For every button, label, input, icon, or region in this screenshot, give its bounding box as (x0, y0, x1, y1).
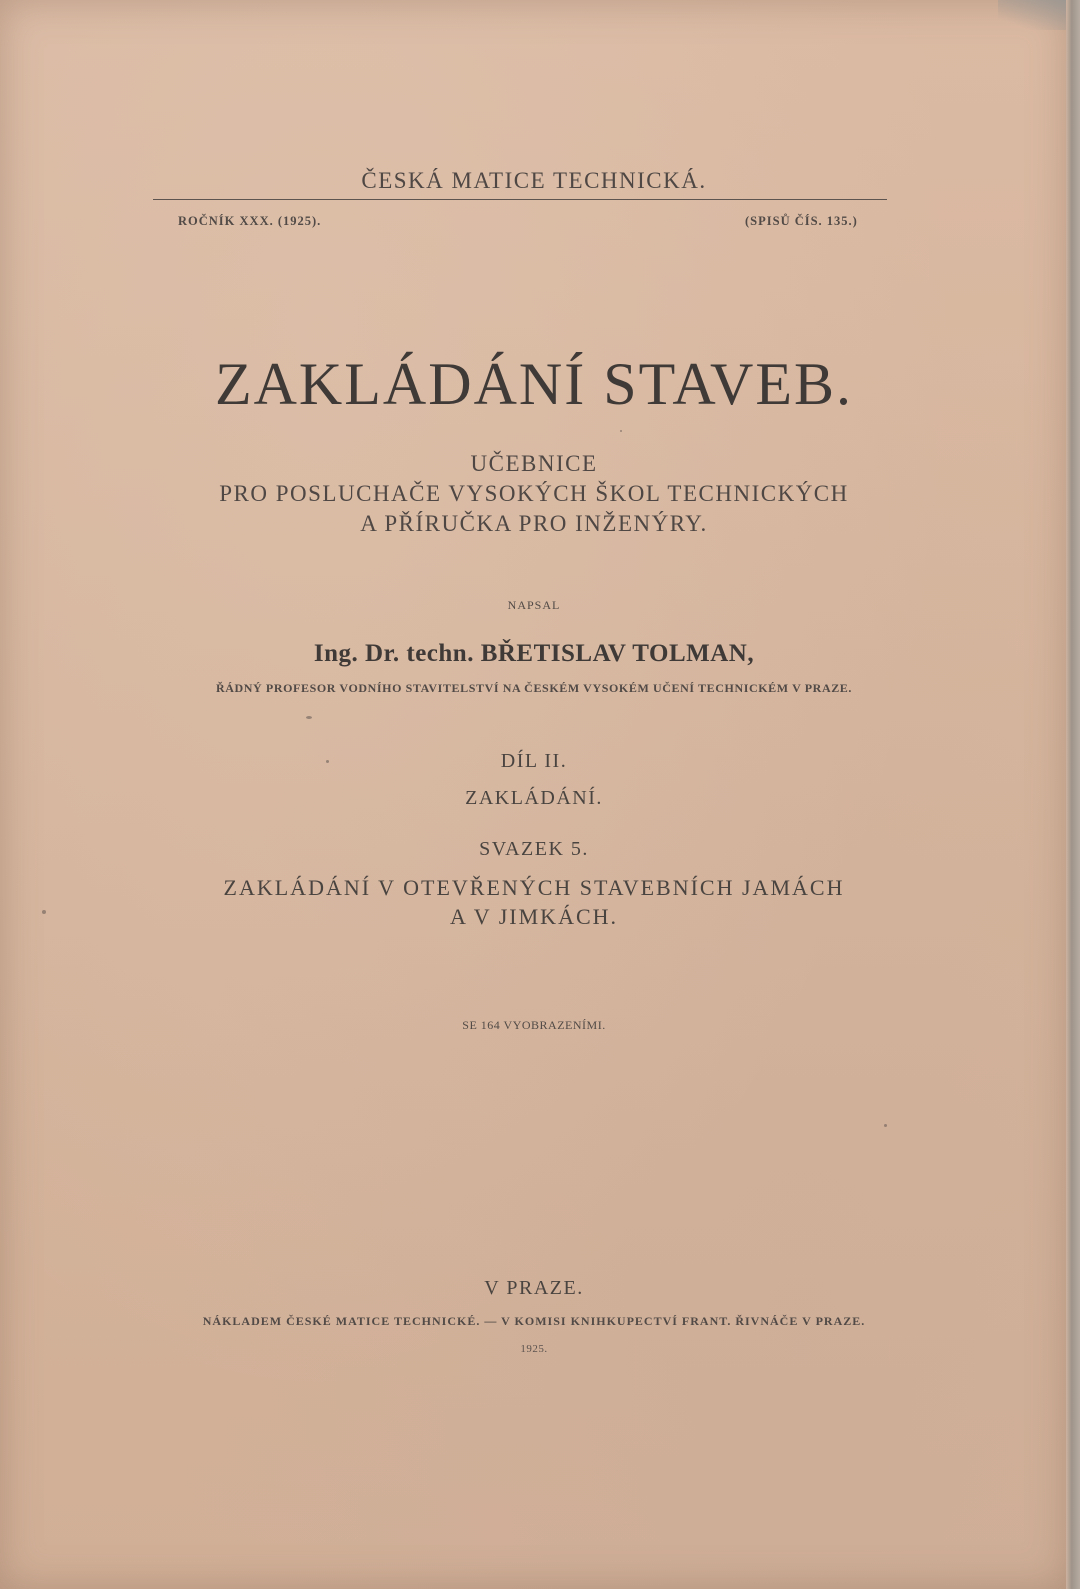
paper-speck (42, 910, 46, 914)
volume-title-line-1: ZAKLÁDÁNÍ V OTEVŘENÝCH STAVEBNÍCH JAMÁCH (223, 875, 845, 900)
volume-title-line-2: A V JIMKÁCH. (449, 904, 619, 929)
series-volume: ROČNÍK XXX. (1925). (178, 214, 322, 228)
series-number: (SPISŮ ČÍS. 135.) (745, 214, 858, 228)
paper-speck (306, 716, 312, 719)
author-name: Ing. Dr. techn. BŘETISLAV TOLMAN, (313, 640, 755, 667)
imprint-year: 1925. (520, 1343, 548, 1355)
written-by-label: NAPSAL (507, 598, 561, 612)
part-number: DÍL II. (500, 750, 568, 772)
series-name: ČESKÁ MATICE TECHNICKÁ. (361, 168, 707, 193)
paper-speck (620, 430, 622, 432)
illustrations-note: SE 164 VYOBRAZENÍMI. (462, 1018, 606, 1032)
author-position: ŘÁDNÝ PROFESOR VODNÍHO STAVITELSTVÍ NA ČESKÉM VYSOKÉM UČENÍ TECHNICKÉM V PRAZE. (215, 681, 853, 695)
paper-speck (326, 760, 329, 763)
paper-speck (884, 1124, 887, 1127)
subtitle-line-3: A PŘÍRUČKA PRO INŽENÝRY. (360, 511, 708, 536)
imprint-publisher: NÁKLADEM ČESKÉ MATICE TECHNICKÉ. — V KOMISI KNIHKUPECTVÍ FRANT. ŘIVNÁČE V PRAZE. (202, 1314, 866, 1328)
imprint-place: V PRAZE. (484, 1277, 584, 1299)
part-title: ZAKLÁDÁNÍ. (465, 787, 603, 809)
corner-wear (998, 0, 1068, 30)
volume-number: SVAZEK 5. (479, 838, 589, 860)
subtitle-line-1: UČEBNICE (470, 451, 598, 476)
header-rule (153, 199, 887, 200)
cover-edge (1066, 0, 1080, 1589)
book-title: ZAKLÁDÁNÍ STAVEB. (214, 351, 854, 417)
subtitle-line-2: PRO POSLUCHAČE VYSOKÝCH ŠKOL TECHNICKÝCH (219, 481, 849, 506)
